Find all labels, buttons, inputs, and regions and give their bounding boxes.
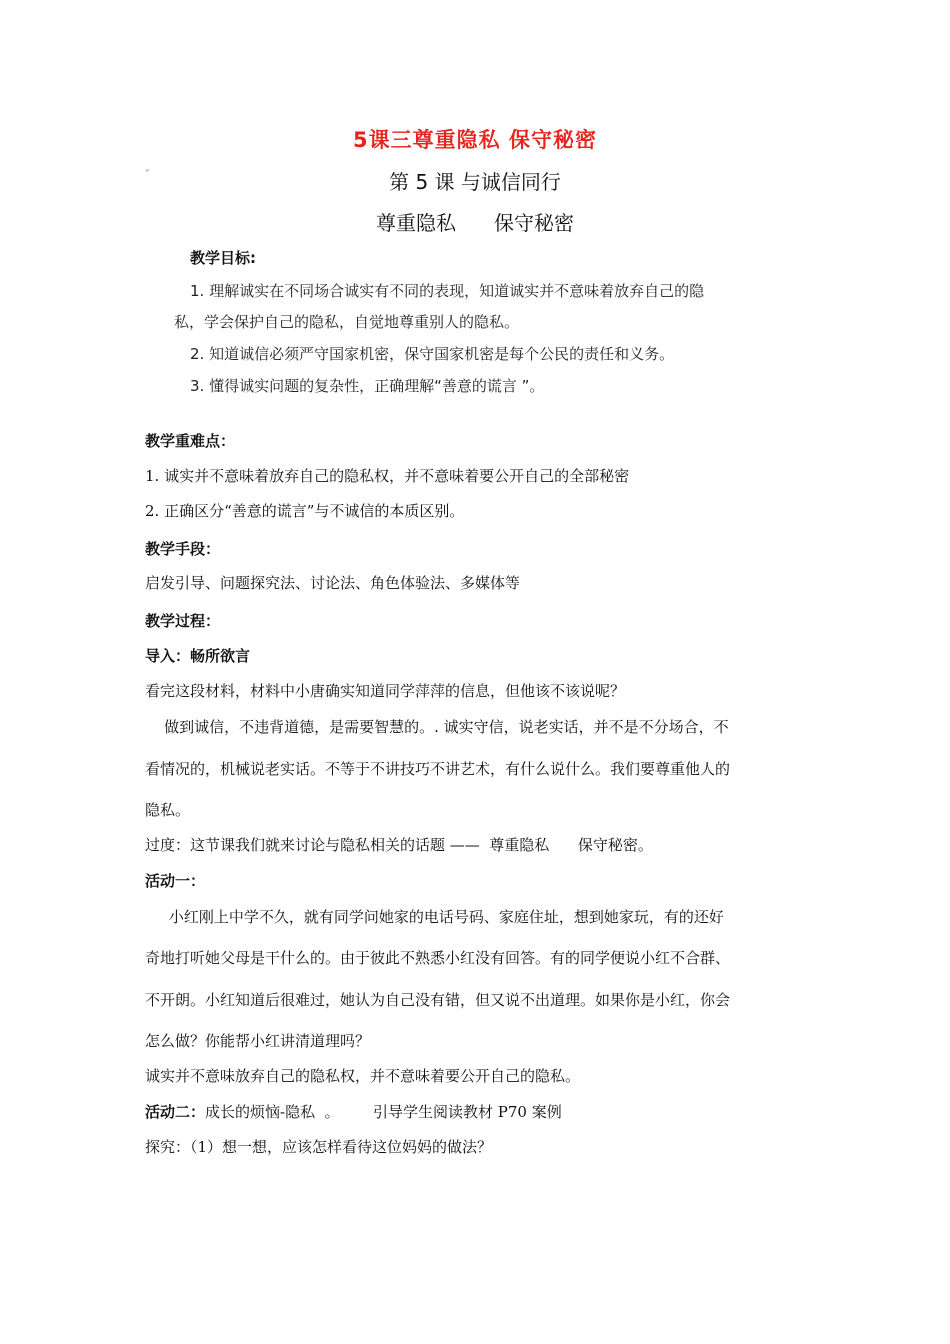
activity-1-heading: 活动一：	[145, 872, 206, 890]
objective-3: 3. 懂得诚实问题的复杂性，正确理解“善意的谎言 ”。	[190, 377, 545, 395]
difficulty-2: 2. 正确区分“善意的谎言”与不诚信的本质区别。	[145, 502, 465, 520]
small-mark: ˅	[145, 170, 150, 180]
intro-text: 看完这段材料，材料中小唐确实知道同学萍萍的信息，但他该不该说呢？	[145, 682, 626, 700]
intro-heading: 导入：畅所欲言	[145, 647, 251, 665]
transition-text: 过度：这节课我们就来讨论与隐私相关的话题 —— 尊重隐私 保守秘密。	[145, 836, 653, 854]
objective-1-line-2: 私，学会保护自己的隐私，自觉地尊重别人的隐私。	[174, 313, 520, 331]
activity-1-line-1: 小红刚上中学不久，就有同学问她家的电话号码、家庭住址，想到她家玩，有的还好	[145, 908, 724, 926]
objective-2: 2. 知道诚信必须严守国家机密，保守国家机密是每个公民的责任和义务。	[190, 345, 675, 363]
methods-text: 启发引导、问题探究法、讨论法、角色体验法、多媒体等	[145, 574, 521, 592]
paragraph-1-line-1: 做到诚信，不违背道德，是需要智慧的。. 诚实守信，说老实话，并不是不分场合，不	[145, 718, 729, 736]
difficulty-1: 1. 诚实并不意味着放弃自己的隐私权，并不意味着要公开自己的全部秘密	[145, 467, 630, 485]
activity-2-line	[145, 1101, 562, 1122]
activity-2-text: 成长的烦恼-隐私 。 引导学生阅读教材 P70 案例	[205, 1103, 562, 1121]
paragraph-1-line-3: 隐私。	[145, 801, 191, 819]
topic-left: 尊重隐私	[376, 211, 456, 235]
document-title: 5课三尊重隐私 保守秘密	[353, 128, 597, 152]
explore-question: 探究：（1）想一想，应该怎样看待这位妈妈的做法？	[145, 1138, 493, 1156]
activity-1-line-2: 奇地打听她父母是干什么的。由于彼此不熟悉小红没有回答。有的同学便说小红不合群、	[145, 949, 731, 967]
lesson-subtitle: 第 5 课 与诚信同行	[389, 170, 561, 194]
paragraph-1-line-2: 看情况的，机械说老实话。不等于不讲技巧不讲艺术，有什么说什么。我们要尊重他人的	[145, 760, 731, 778]
topic-subtitle	[0, 207, 950, 236]
activity-1-line-3: 不开朗。小红知道后很难过，她认为自己没有错，但又说不出道理。如果你是小红，你会	[145, 991, 731, 1009]
activity-1-conclusion: 诚实并不意味放弃自己的隐私权，并不意味着要公开自己的隐私。	[145, 1067, 581, 1085]
activity-1-line-4: 怎么做？你能帮小红讲清道理吗？	[145, 1032, 371, 1050]
objective-1-line-1: 1. 理解诚实在不同场合诚实有不同的表现，知道诚实并不意味着放弃自己的隐	[190, 282, 705, 300]
objectives-heading: 教学目标:	[190, 249, 256, 267]
difficulties-heading: 教学重难点：	[145, 432, 236, 450]
process-heading: 教学过程：	[145, 612, 221, 630]
methods-heading: 教学手段：	[145, 540, 221, 558]
activity-2-heading: 活动二：	[145, 1103, 206, 1121]
topic-right: 保守秘密	[494, 211, 574, 235]
